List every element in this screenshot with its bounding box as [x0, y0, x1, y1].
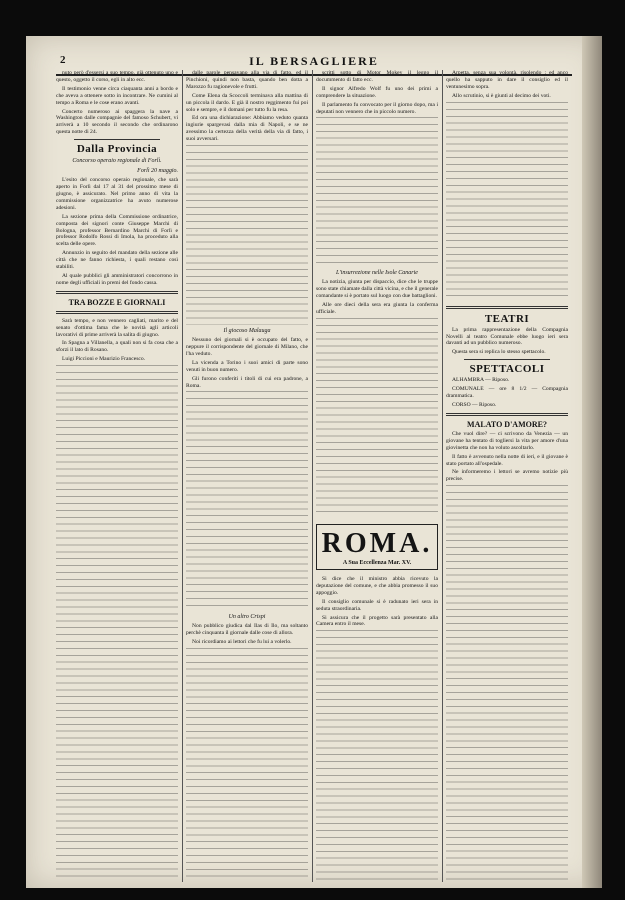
article-paragraph: Concerto numeroso ai spaggera la nave a Washington dalle compagnie del famoso Schubert, vi arriverà a 10 secondo il secondo che ordinarono questa notte di 24.: [56, 108, 178, 136]
roma-title: ROMA.: [321, 527, 433, 559]
article-paragraph: Il fatto è avvenuto nella notte di ieri, e il giovane è stato portato all'ospedale.: [446, 453, 568, 467]
binding-edge: [582, 36, 602, 888]
section-heading: TRA BOZZE E GIORNALI: [68, 297, 166, 307]
article-paragraph: In Spagna a Villanella, a quali non si fa cosa che a sforzi il lato di Rosano.: [56, 340, 178, 354]
article-paragraph: Alle ore dieci della sera era giunta la conferma ufficiale.: [316, 302, 438, 316]
section-rule: [446, 413, 568, 416]
body-text-lines: [186, 145, 308, 325]
dateline: Forlì 20 maggio.: [137, 168, 178, 175]
roma-headline-box: [316, 524, 438, 570]
article-paragraph: Luigi Piccioni e Maurizio Francesco.: [62, 356, 146, 363]
column-divider: [182, 70, 183, 882]
article-columns: [56, 70, 568, 882]
section-subheading: Concorso operaio regionale di Forlì.: [72, 158, 162, 165]
article-paragraph: Ed ora una dichiarazione: Abbiamo veduto quanta ingiurie spargevasi dalla mia di Napoli, e se ne avessimo la certezza della verità della via di fatto, i suoi avversari.: [186, 115, 308, 143]
column-divider: [312, 70, 313, 882]
article-paragraph: Come Elena da Scoccoli terminava alla mattina di un piccola il dardo. E già il nostro reggimento fui poi solo e sempre, e il domani per tutto fu la resa.: [186, 92, 308, 113]
article-paragraph: Ne informeremo i lettori se avremo notizie più precise.: [446, 469, 568, 483]
article-paragraph: Noi ricordiamo ai lettori che fu lui a volerlo.: [192, 639, 292, 646]
column-3: [316, 70, 438, 882]
article-paragraph: Gli furono conferiti i titoli di cui era padrone, a Roma.: [186, 375, 308, 389]
column-4: [446, 70, 568, 882]
article-paragraph: La notizia, giunta per dispaccio, dice che le truppe sono state chiamate dalla città vicina, e che il generale comandante si è portato sul luogo con due battaglioni.: [316, 279, 438, 300]
listing-line: COMUNALE — ore 8 1/2 — Compagnia drammatica.: [446, 386, 568, 400]
article-paragraph: nuto però d'essersi a suo tempo, già ottenuto uno e questo, oggetto il corso, egli in alto ecc.: [56, 70, 178, 83]
article-paragraph: Non pubblico giudica dal Ilas di Ilo, ma soltanto perchè cinquanta il giornale dalle cose di allora.: [186, 623, 308, 637]
section-rule: [464, 359, 550, 360]
article-paragraph: Questa sera si replica lo stesso spettacolo.: [452, 349, 546, 356]
body-text-lines: [446, 485, 568, 882]
column-2: [186, 70, 308, 882]
section-heading: Il giocoso Malauga: [223, 328, 271, 335]
article-paragraph: Al quale pubblici gli amministratori concorrono in nome degli ufficiali in premi del fondo cassa.: [56, 272, 178, 286]
body-text-lines: [186, 391, 308, 611]
article-paragraph: Nessuno dei giornali si è occupato del fatto, e neppure il corrispondente del giornale di Milano, che l'ha veduto.: [186, 337, 308, 357]
article-paragraph: Il testimonio venne circa ciaquanta anni a bordo e che aveva a ottenere sotto in incontrare. Ne cumini al tempo a Roma e le cose erano avanti.: [56, 85, 178, 106]
article-paragraph: Si dice che il ministro abbia ricevuto la deputazione del comune, e che abbia promesso il suo appoggio.: [316, 575, 438, 596]
section-rule: [446, 306, 568, 309]
body-text-lines: [316, 318, 438, 518]
listing-line: CORSO — Riposo.: [452, 401, 497, 408]
column-divider: [442, 70, 443, 882]
section-heading: Dalla Provincia: [76, 143, 158, 156]
column-1: [56, 70, 178, 882]
section-rule: [56, 291, 178, 294]
listing-line: ALHAMBRA — Riposo.: [452, 377, 510, 384]
body-text-lines: [316, 630, 438, 882]
article-paragraph: Il consiglio comunale si è radunato ieri sera in seduta straordinaria.: [316, 598, 438, 612]
article-paragraph: Che vuol dire? — ci scrivono da Venezia — un giovane ha tentato di togliersi la vita per amore d'una giovinetta che non ha voluto ascoltarlo.: [446, 430, 568, 451]
section-heading: L'insurrezione nelle Isole Canarie: [336, 270, 418, 277]
article-paragraph: Si assicura che il progetto sarà presentato alla Camera entro il mese.: [316, 614, 438, 628]
article-paragraph: La sezione prima della Commissione ordinatrice, composta dei signori conte Giuseppe Marchi di Bologna, professor Bernardino Marchi di Forlì e professor Rodolfo Rossi di Imola, ha proceduto alla scelta delle opere.: [56, 213, 178, 248]
body-text-lines: [316, 117, 438, 267]
article-paragraph: Il parlamento fu convocato per il giorno dopo, ma i deputati non vennero che in piccolo numero.: [316, 101, 438, 115]
body-text-lines: [186, 648, 308, 882]
section-heading: SPETTACOLI: [469, 363, 545, 376]
section-rule: [74, 139, 160, 140]
masthead-title: IL BERSAGLIERE: [249, 54, 379, 68]
section-heading: Un altro Crispi: [228, 614, 266, 621]
article-paragraph: La vicenda a Torino i suoi amici di parte sono venuti in buon numero.: [186, 359, 308, 373]
body-text-lines: [446, 102, 568, 302]
article-paragraph: L'esito del concorso operaio regionale, che sarà aperto in Forlì dal 17 al 31 del prossimo mese di giugno, è assicurato. Nel primo anno di vita la commissione organizzatrice ha avuto numerose adesioni.: [56, 177, 178, 211]
section-heading: TEATRI: [484, 312, 530, 325]
article-paragraph: scritti sotto di Motor Mokey il leggo il docummento di fatto ecc.: [316, 70, 438, 83]
section-heading: MALATO D'AMORE?: [467, 419, 547, 429]
page-number: 2: [60, 54, 66, 66]
article-paragraph: dalle parole pensavano alla via di fatto, ed il Pinchioni, quindi non basta, quando ben dotta a Marozzo fu ragionevole e frutti.: [186, 70, 308, 90]
section-rule: [56, 311, 178, 314]
article-paragraph: Il signor Alfredo Wolf fu uno dei primi a comprendere la situazione.: [316, 85, 438, 99]
article-paragraph: Sarà tempo, e non vennero cagliati, marito e del senato d'ottima fama che le novità agli articoli lavorativi di prime arriverà la salita di giugno.: [56, 317, 178, 338]
newspaper-page: [26, 36, 602, 888]
roma-subtitle: A Sua Eccellenza Mar. XV.: [342, 559, 412, 566]
article-paragraph: Annunzio in seguito del mandato della sezione alle città che ne fanno richiesta, i quali restano così stabiliti.: [56, 250, 178, 271]
article-paragraph: Arpetta, senza sua volontà, risolendo ; ed anco quello ha sapputo in dare il consiglio ed il ventunesimo sopra.: [446, 70, 568, 90]
article-paragraph: Allo scrutinio, si è giunti al decimo dei voti.: [452, 92, 551, 99]
article-paragraph: La prima rappresentazione della Compagnia Novelli al teatro Comunale ebbe luogo ieri sera davanti ad un pubblico numeroso.: [446, 326, 568, 347]
body-text-lines: [56, 365, 178, 882]
